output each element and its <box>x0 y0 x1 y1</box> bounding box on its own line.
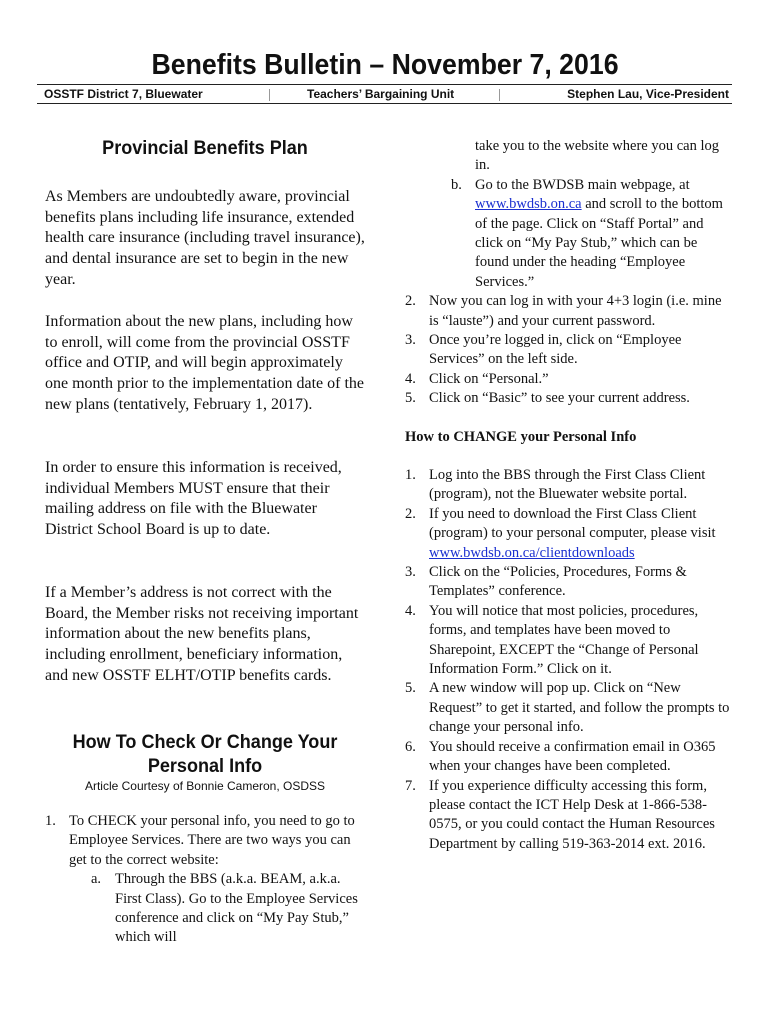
paragraph: In order to ensure this information is received, individual Members MUST ensure that their mailing address on file with the Bluewater District School Board is up to date. <box>45 459 342 539</box>
list-item: 2. If you need to download the First Class Client (program) to your personal computer, please visit www.bwdsb.on.ca/clientdownloads <box>405 505 716 561</box>
list-item: 4. Click on “Personal.” <box>405 370 549 387</box>
section-heading-benefits: Provincial Benefits Plan <box>102 138 308 159</box>
list-item: 1. Log into the BBS through the First Class Client (program), not the Bluewater website portal. <box>405 467 706 503</box>
list-item: 6. You should receive a confirmation email in O365 when your changes have been completed. <box>405 738 716 775</box>
list-item: 3. Click on the “Policies, Procedures, Forms & Templates” conference. <box>405 564 687 600</box>
check-steps-continued <box>405 137 730 409</box>
bwdsb-link[interactable]: www.bwdsb.on.ca <box>475 196 582 213</box>
list-item: 7. If you experience difficulty accessing this form, please contact the ICT Help Desk at 1-866-538-0575, or you could contact the Human Resources Department by calling 519-363-2014 ext. 2016. <box>405 777 715 852</box>
list-item: take you to the website where you can log in. <box>475 138 720 174</box>
unit-name: Teachers’ Bargaining Unit <box>307 87 455 101</box>
header-rule-top <box>37 84 732 85</box>
paragraph: If a Member’s address is not correct with the Board, the Member risks not receiving important information about the new benefits plans, including enrollment, beneficiary information, and new OSSTF ELHT/OTIP benefits cards. <box>45 584 359 684</box>
article-credit: Article Courtesy of Bonnie Cameron, OSDSS <box>84 779 326 793</box>
list-item: 5. Click on “Basic” to see your current address. <box>405 390 690 407</box>
page-title: Benefits Bulletin – November 7, 2016 <box>151 49 619 81</box>
paragraph: As Members are undoubtedly aware, provincial benefits plans including life insurance, extended health care insurance (including travel insurance), and dental insurance are set to begin in the new year. <box>45 188 365 288</box>
list-item: 1. To CHECK your personal info, you need to go to Employee Services. There are two ways you can get to the correct website: <box>45 813 355 868</box>
divider <box>269 89 270 101</box>
check-steps-list <box>45 812 363 948</box>
list-item: b. Go to the BWDSB main webpage, at www.bwdsb.on.ca and scroll to the bottom of the page. Click on “Staff Portal” and click on “My Pay Stub,” which can be found under the heading “Employee Services.” <box>451 176 723 290</box>
header-byline <box>44 87 729 102</box>
paragraph: Information about the new plans, including how to enroll, will come from the provincial OSSTF office and OTIP, and will begin approximately one month prior to the implementation date of the new plans (tentatively, February 1, 2017). <box>45 313 365 413</box>
left-column <box>45 138 365 160</box>
district-name: OSSTF District 7, Bluewater <box>44 87 203 101</box>
list-item: a. Through the BBS (a.k.a. BEAM, a.k.a. First Class). Go to the Employee Services conference and click on “My Pay Stub,” which will <box>91 871 358 946</box>
change-heading: How to CHANGE your Personal Info <box>405 429 637 445</box>
change-steps-list <box>405 466 730 854</box>
section-heading-personal-info: How To Check Or Change Your Personal Info <box>72 732 338 777</box>
author-name: Stephen Lau, Vice-President <box>567 87 729 101</box>
client-downloads-link[interactable]: www.bwdsb.on.ca/clientdownloads <box>429 544 635 561</box>
divider <box>499 89 500 101</box>
list-item: 5. A new window will pop up. Click on “New Request” to get it started, and follow the prompts to change your personal info. <box>405 680 730 736</box>
list-item: 2. Now you can log in with your 4+3 login (i.e. mine is “lauste”) and your current password. <box>405 293 722 329</box>
list-item: 4. You will notice that most policies, procedures, forms, and templates have been moved to Sharepoint, EXCEPT the “Change of Personal Information Form.” Click on it. <box>405 602 699 678</box>
list-item: 3. Once you’re logged in, click on “Employee Services” on the left side. <box>405 332 682 368</box>
header-rule-bottom <box>37 103 732 104</box>
